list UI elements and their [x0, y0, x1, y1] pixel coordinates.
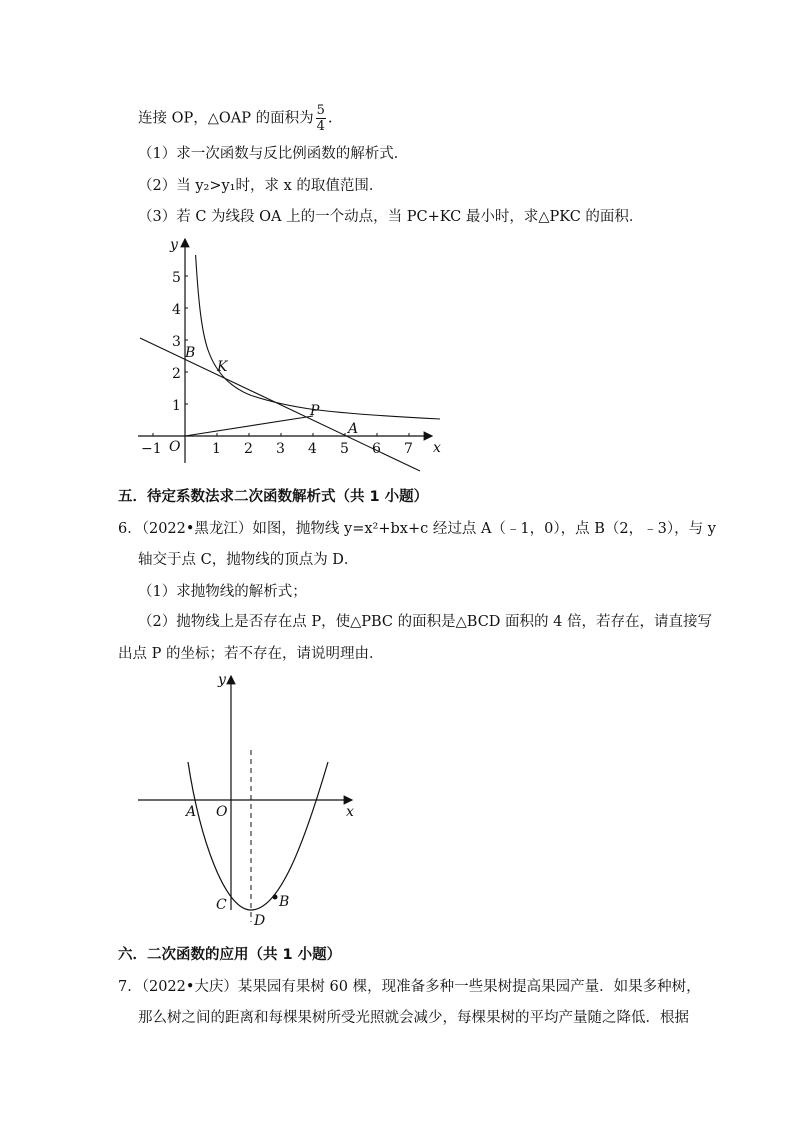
graph-2	[130, 670, 370, 930]
x-axis-label: x	[346, 804, 354, 820]
x-tick-label: 3	[276, 441, 285, 457]
parabola-curve	[188, 762, 328, 910]
point-B-label: B	[279, 894, 290, 910]
origin-label: O	[169, 439, 181, 455]
x-tick-label: 6	[372, 441, 381, 457]
point-B-label: B	[185, 345, 196, 361]
y-tick-label: 4	[172, 302, 181, 318]
y-axis-label: y	[170, 237, 178, 253]
x-axis-label: x	[433, 440, 441, 456]
q5-part2: （2）当 y₂>y₁时，求 x 的取值范围．	[138, 178, 384, 194]
q6-part1: （1）求抛物线的解析式；	[138, 584, 307, 600]
point-B-dot	[273, 895, 278, 900]
q6-part2b: 出点 P 的坐标；若不存在，请说明理由．	[118, 646, 384, 662]
q6-line2: 轴交于点 C，抛物线的顶点为 D．	[138, 552, 359, 568]
area-fraction	[316, 103, 326, 134]
point-D-label: D	[254, 913, 266, 929]
x-tick-label: 5	[340, 441, 349, 457]
hyperbola-curve	[196, 255, 440, 419]
y-tick-label: 2	[172, 366, 181, 382]
y-axis-label: y	[218, 672, 226, 688]
q5-part3: （3）若 C 为线段 OA 上的一个动点，当 PC+KC 最小时，求△PKC 的面积．	[138, 209, 644, 225]
point-K-label: K	[217, 359, 228, 375]
q5-area-line	[138, 103, 333, 133]
point-A-label: A	[186, 804, 197, 820]
graph-1	[130, 235, 450, 475]
q6-line1: 6．（2022•黑龙江）如图，抛物线 y=x²+bx+c 经过点 A（﹣1，0），点 B（2，﹣3），与 y	[118, 521, 716, 537]
q6-part2a: （2）抛物线上是否存在点 P，使△PBC 的面积是△BCD 面积的 4 倍，若存在，请直接写	[138, 614, 712, 630]
q7-line2: 那么树之间的距离和每棵果树所受光照就会减少，每棵果树的平均产量随之降低．根据	[138, 1010, 689, 1026]
q5-part1: （1）求一次函数与反比例函数的解析式．	[138, 146, 409, 162]
q7-line1: 7．（2022•大庆）某果园有果树 60 棵，现准备多种一些果树提高果园产量．如果多种树，	[118, 979, 701, 995]
x-tick-label: 7	[404, 441, 413, 457]
section-6-title: 六．二次函数的应用（共 1 小题）	[118, 947, 342, 963]
q5-area-end: .	[327, 110, 333, 127]
point-P-label: P	[310, 403, 320, 419]
fraction-numerator: 5	[316, 103, 325, 118]
point-A-label: A	[348, 421, 359, 437]
y-tick-label: 3	[172, 334, 181, 350]
x-tick-label: 1	[212, 441, 221, 457]
x-tick-label: 4	[308, 441, 317, 457]
y-tick-label: 5	[172, 270, 181, 286]
point-C-label: C	[216, 897, 227, 913]
section-5-title: 五．待定系数法求二次函数解析式（共 1 小题）	[118, 489, 429, 505]
q5-area-text: 连接 OP，△OAP 的面积为	[138, 110, 314, 127]
x-tick-label: 2	[244, 441, 253, 457]
fraction-denominator: 4	[316, 119, 325, 134]
y-tick-label: 1	[172, 398, 181, 414]
x-tick-label: −1	[141, 441, 162, 457]
origin-label: O	[216, 804, 228, 820]
